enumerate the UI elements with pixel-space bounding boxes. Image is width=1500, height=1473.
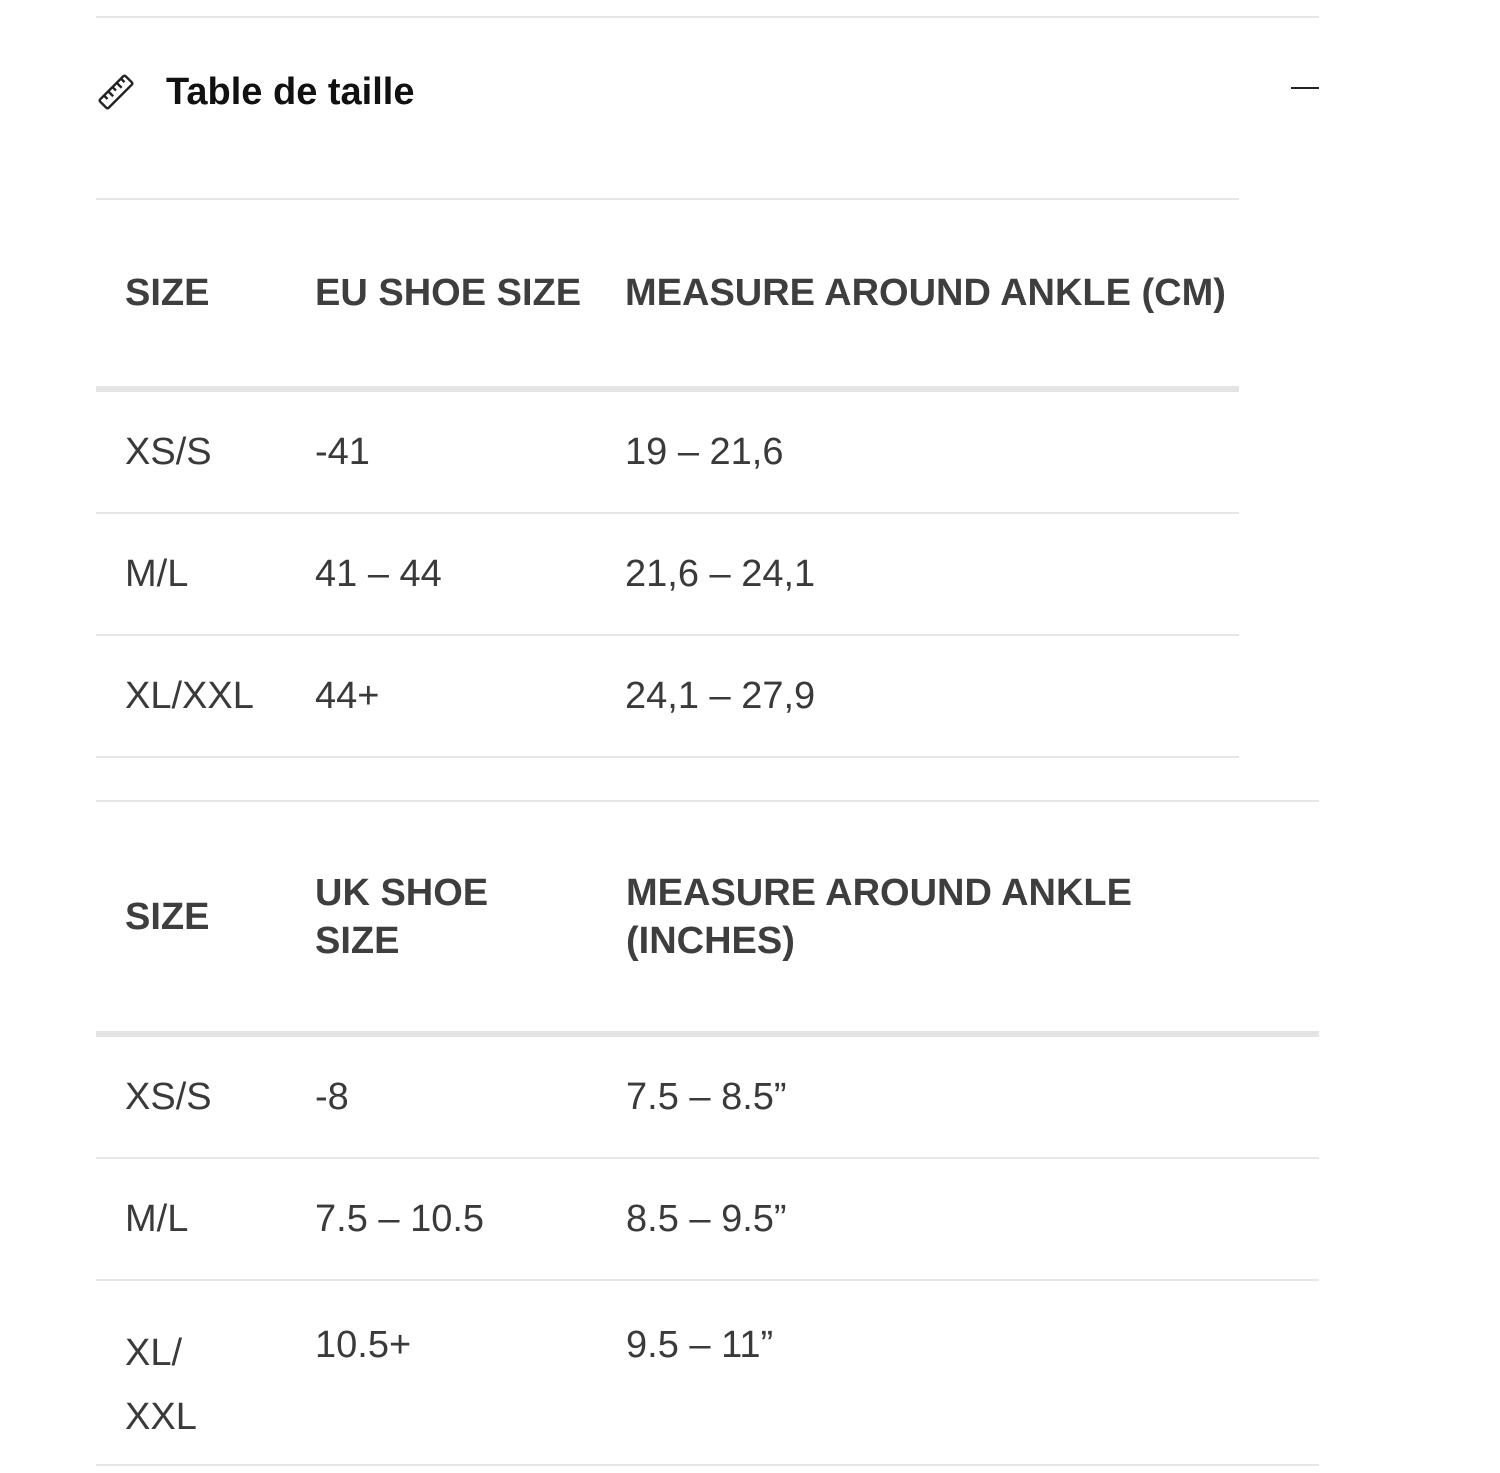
- size-cell: M/L: [96, 513, 286, 635]
- top-divider: [96, 16, 1319, 18]
- eu-shoe-size-cell: 41 – 44: [286, 513, 596, 635]
- table-header-row: [96, 801, 1319, 1034]
- column-header-size: SIZE: [96, 199, 286, 389]
- ankle-cm-cell: 21,6 – 24,1: [596, 513, 1239, 635]
- empty-cell: [1157, 1158, 1319, 1280]
- uk-shoe-size-cell: 7.5 – 10.5: [286, 1158, 597, 1280]
- table-row: [96, 1280, 1319, 1465]
- table-header-row: [96, 199, 1239, 389]
- column-header-ankle-inches: MEASURE AROUND ANKLE (INCHES): [597, 801, 1157, 1034]
- size-cell: XS/S: [96, 389, 286, 513]
- empty-header-cell: [1157, 801, 1319, 1034]
- ankle-inches-cell: 9.5 – 11”: [597, 1280, 1157, 1465]
- ankle-cm-cell: 24,1 – 27,9: [596, 635, 1239, 757]
- size-cell-text: XL/XXL: [125, 1332, 197, 1438]
- uk-size-table: [96, 800, 1319, 1466]
- table-row: [96, 1158, 1319, 1280]
- table-row: [96, 389, 1239, 513]
- size-cell: M/L: [96, 1158, 286, 1280]
- size-cell: XL/XXL: [96, 635, 286, 757]
- ankle-cm-cell: 19 – 21,6: [596, 389, 1239, 513]
- size-chart-accordion-header[interactable]: [96, 55, 1319, 130]
- minus-icon[interactable]: [1289, 77, 1319, 97]
- uk-shoe-size-cell: -8: [286, 1034, 597, 1158]
- eu-size-table: [96, 198, 1239, 758]
- eu-shoe-size-cell: 44+: [286, 635, 596, 757]
- column-header-uk-shoe-size: UK SHOE SIZE: [286, 801, 597, 1034]
- empty-cell: [1157, 1034, 1319, 1158]
- accordion-title: Table de taille: [166, 71, 415, 113]
- ruler-icon: [96, 72, 136, 112]
- table-row: [96, 635, 1239, 757]
- table-row: [96, 513, 1239, 635]
- ankle-inches-cell: 7.5 – 8.5”: [597, 1034, 1157, 1158]
- column-header-ankle-cm: MEASURE AROUND ANKLE (CM): [596, 199, 1239, 389]
- column-header-size: SIZE: [96, 801, 286, 1034]
- ankle-inches-cell: 8.5 – 9.5”: [597, 1158, 1157, 1280]
- uk-shoe-size-cell: 10.5+: [286, 1280, 597, 1465]
- column-header-eu-shoe-size: EU SHOE SIZE: [286, 199, 596, 389]
- size-cell: XS/S: [96, 1034, 286, 1158]
- eu-shoe-size-cell: -41: [286, 389, 596, 513]
- table-row: [96, 1034, 1319, 1158]
- size-cell: [96, 1280, 286, 1465]
- empty-cell: [1157, 1280, 1319, 1465]
